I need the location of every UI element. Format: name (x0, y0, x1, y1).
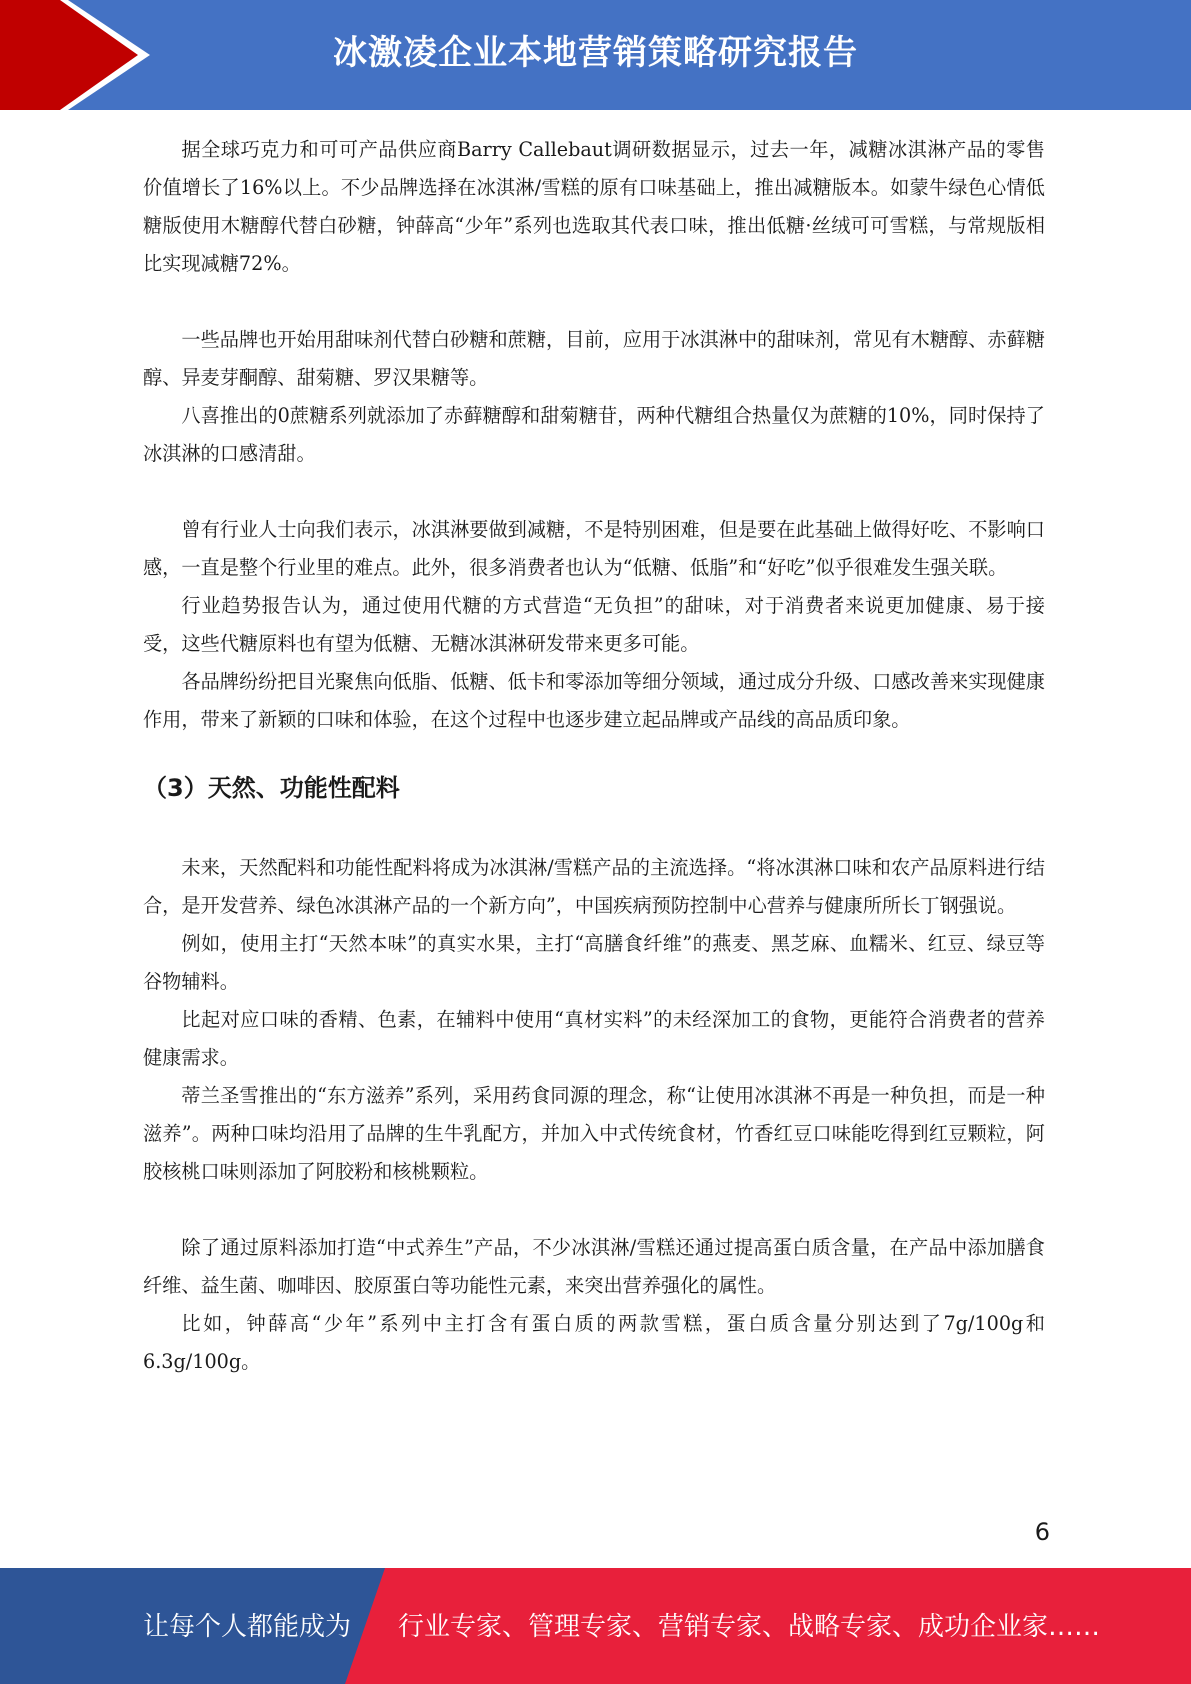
paragraph: 各品牌纷纷把目光聚焦向低脂、低糖、低卡和零添加等细分领域，通过成分升级、口感改善来实现健康作用，带来了新颖的口味和体验，在这个过程中也逐步建立起品牌或产品线的高品质印象。 (143, 670, 1045, 731)
paragraph-gap (143, 473, 1045, 511)
paragraph: 曾有行业人士向我们表示，冰淇淋要做到减糖，不是特别困难，但是要在此基础上做得好吃、不影响口感，一直是整个行业里的难点。此外，很多消费者也认为“低糖、低脂”和“好吃”似乎很难发生强关联。 (143, 518, 1045, 579)
paragraph: 蒂兰圣雪推出的“东方滋养”系列，采用药食同源的理念，称“让使用冰淇淋不再是一种负担，而是一种滋养”。两种口味均沿用了品牌的生牛乳配方，并加入中式传统食材，竹香红豆口味能吃得到红豆颗粒，阿胶核桃口味则添加了阿胶粉和核桃颗粒。 (143, 1084, 1045, 1183)
paragraph-gap (143, 1191, 1045, 1229)
paragraph: 八喜推出的0蔗糖系列就添加了赤藓糖醇和甜菊糖苷，两种代糖组合热量仅为蔗糖的10%，同时保持了冰淇淋的口感清甜。 (143, 404, 1045, 465)
page-number: 6 (1034, 1518, 1050, 1546)
footer-slogan-right: 行业专家、管理专家、营销专家、战略专家、成功企业家…… (398, 1612, 1101, 1642)
paragraph: 除了通过原料添加打造“中式养生”产品，不少冰淇淋/雪糕还通过提高蛋白质含量，在产品中添加膳食纤维、益生菌、咖啡因、胶原蛋白等功能性元素，来突出营养强化的属性。 (143, 1236, 1045, 1297)
page-footer (0, 1568, 1191, 1684)
section-heading: （3）天然、功能性配料 (143, 774, 400, 802)
paragraph: 未来，天然配料和功能性配料将成为冰淇淋/雪糕产品的主流选择。“将冰淇淋口味和农产品原料进行结合，是开发营养、绿色冰淇淋产品的一个新方向”，中国疾病预防控制中心营养与健康所所长丁钢强说。 (143, 856, 1045, 917)
paragraph: 一些品牌也开始用甜味剂代替白砂糖和蔗糖，目前，应用于冰淇淋中的甜味剂，常见有木糖醇、赤藓糖醇、异麦芽酮醇、甜菊糖、罗汉果糖等。 (143, 328, 1045, 389)
paragraph: 比起对应口味的香精、色素，在辅料中使用“真材实料”的未经深加工的食物，更能符合消费者的营养健康需求。 (143, 1008, 1045, 1069)
paragraph: 比如，钟薛高“少年”系列中主打含有蛋白质的两款雪糕，蛋白质含量分别达到了7g/100g和6.3g/100g。 (143, 1312, 1045, 1373)
document-body (143, 131, 1045, 1381)
footer-slogan-left: 让每个人都能成为 (143, 1612, 352, 1642)
report-title: 冰激凌企业本地营销策略研究报告 (333, 33, 858, 73)
paragraph: 据全球巧克力和可可产品供应商Barry Callebaut调研数据显示，过去一年，减糖冰淇淋产品的零售价值增长了16%以上。不少品牌选择在冰淇淋/雪糕的原有口味基础上，推出减糖版本。如蒙牛绿色心情低糖版使用木糖醇代替白砂糖，钟薛高“少年”系列也选取其代表口味，推出低糖·丝绒可可雪糕，与常规版相比实现减糖72%。 (143, 138, 1045, 275)
paragraph: 行业趋势报告认为，通过使用代糖的方式营造“无负担”的甜味，对于消费者来说更加健康、易于接受，这些代糖原料也有望为低糖、无糖冰淇淋研发带来更多可能。 (143, 594, 1045, 655)
paragraph-gap (143, 283, 1045, 321)
page-header (0, 0, 1191, 110)
paragraph: 例如，使用主打“天然本味”的真实水果，主打“高膳食纤维”的燕麦、黑芝麻、血糯米、红豆、绿豆等谷物辅料。 (143, 932, 1045, 993)
